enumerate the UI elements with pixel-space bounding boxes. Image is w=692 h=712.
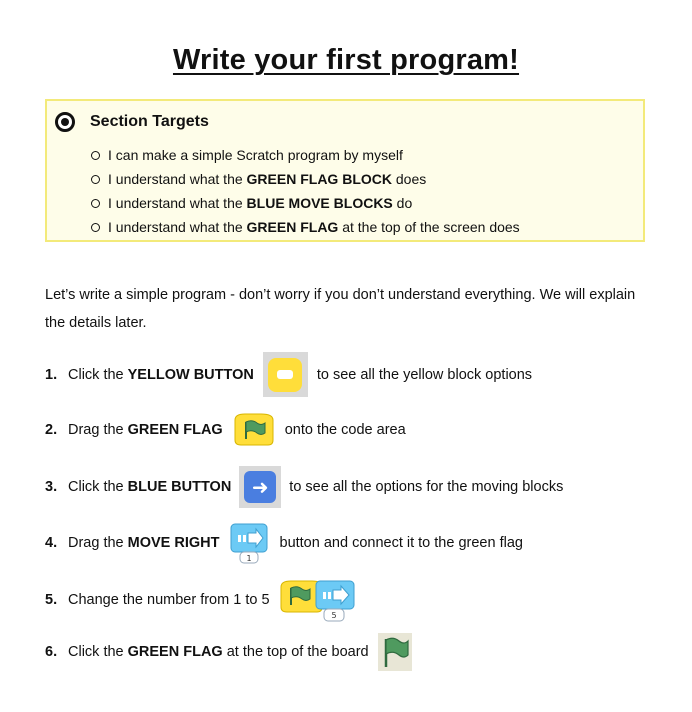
bullet-icon — [91, 199, 100, 208]
step-number: 2. — [45, 422, 58, 438]
move-right-block-icon — [228, 521, 272, 565]
target-item: I understand what the BLUE MOVE BLOCKS do — [91, 191, 520, 215]
step-number: 5. — [45, 592, 58, 608]
step-1: 1. Click the YELLOW BUTTON to see all the yellow block options — [45, 352, 532, 397]
step-6: 6. Click the GREEN FLAG at the top of the board — [45, 633, 412, 671]
targets-list — [91, 143, 520, 239]
step-4: 4. Drag the MOVE RIGHT 1 button and connect it to the green flag — [45, 521, 523, 565]
step-number: 3. — [45, 479, 58, 495]
target-icon — [55, 112, 75, 132]
step-number: 6. — [45, 644, 58, 660]
bullet-icon — [91, 151, 100, 160]
target-item: I understand what the GREEN FLAG at the top of the screen does — [91, 215, 520, 239]
target-item: I understand what the GREEN FLAG BLOCK does — [91, 167, 520, 191]
intro-paragraph: Let’s write a simple program - don’t worry if you don’t understand everything. We will explain the details later. — [45, 287, 636, 331]
targets-heading: Section Targets — [90, 113, 209, 130]
move-value-label: 1 — [245, 554, 252, 563]
motion-category-button-icon: ➜ — [239, 466, 281, 508]
targets-header — [55, 112, 209, 132]
bullet-icon — [91, 223, 100, 232]
section-targets-box — [45, 99, 645, 242]
flag-and-move-combo-icon — [278, 577, 360, 623]
events-category-button-icon — [263, 352, 308, 397]
step-number: 1. — [45, 366, 58, 383]
green-flag-block-icon — [231, 412, 277, 448]
page-title: Write your first program! — [172, 44, 520, 76]
bullet-icon — [91, 175, 100, 184]
combo-value-label: 5 — [330, 611, 337, 620]
target-item: I can make a simple Scratch program by myself — [91, 143, 520, 167]
step-2: 2. Drag the GREEN FLAG onto the code area — [45, 412, 406, 448]
step-number: 4. — [45, 535, 58, 551]
step-5: 5. Change the number from 1 to 5 5 — [45, 577, 360, 623]
green-flag-icon — [378, 633, 412, 671]
step-3: 3. Click the BLUE BUTTON ➜ to see all the options for the moving blocks — [45, 466, 563, 508]
